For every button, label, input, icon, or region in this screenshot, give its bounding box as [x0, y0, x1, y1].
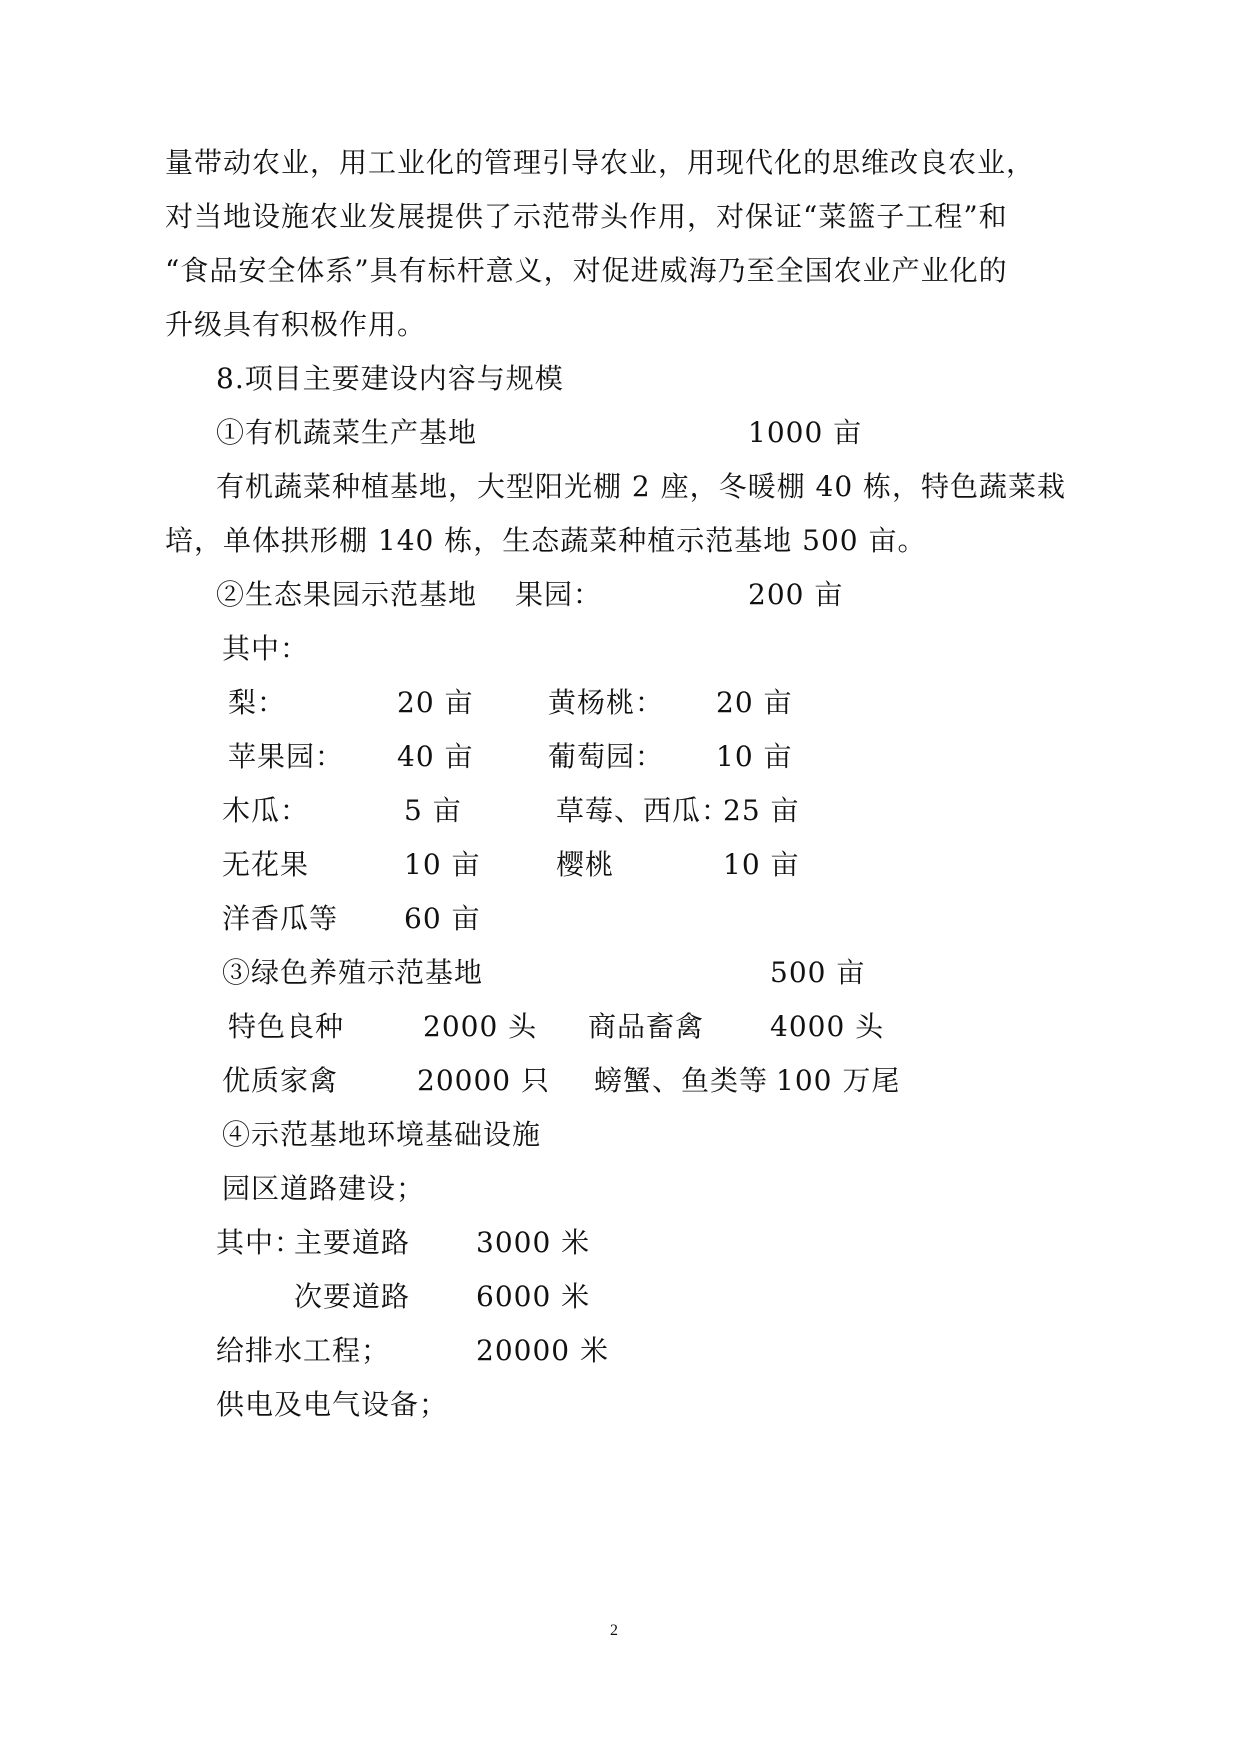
paragraph-line: 量带动农业，用工业化的管理引导农业，用现代化的思维改良农业，: [165, 146, 1036, 179]
fruit-value: 10 亩: [723, 848, 800, 881]
road-value: 3000 米: [476, 1226, 591, 1259]
fruit-name: 无花果: [222, 848, 310, 881]
road-name: 次要道路: [294, 1280, 411, 1313]
fruit-name: 苹果园：: [228, 740, 345, 773]
fruit-name: 樱桃: [556, 848, 615, 881]
fruit-name: 葡萄园：: [548, 740, 665, 773]
animal-value: 2000 头: [423, 1010, 538, 1043]
fruit-value: 10 亩: [716, 740, 793, 773]
item-value: 1000 亩: [748, 416, 863, 449]
among-label: 其中：: [222, 632, 310, 665]
fruit-name: 梨：: [228, 686, 287, 719]
fruit-value: 60 亩: [404, 902, 481, 935]
item-title: ③绿色养殖示范基地: [222, 956, 484, 989]
roads-label: 园区道路建设；: [222, 1172, 426, 1205]
item-title: ①有机蔬菜生产基地: [216, 416, 478, 449]
road-name: 主要道路: [294, 1226, 411, 1259]
among-label: 其中：: [216, 1226, 304, 1259]
fruit-value: 40 亩: [397, 740, 474, 773]
animal-value: 4000 头: [770, 1010, 885, 1043]
item-title: ④示范基地环境基础设施: [222, 1118, 542, 1151]
fruit-value: 20 亩: [397, 686, 474, 719]
page-number: 2: [610, 1622, 618, 1639]
road-value: 6000 米: [476, 1280, 591, 1313]
item-description: 培，单体拱形棚 140 栋，生态蔬菜种植示范基地 500 亩。: [165, 524, 927, 557]
item-sub-label: 果园：: [515, 578, 603, 611]
item-title: ②生态果园示范基地: [216, 578, 478, 611]
water-value: 20000 米: [476, 1334, 609, 1367]
paragraph-line: 对当地设施农业发展提供了示范带头作用，对保证“菜篮子工程”和: [165, 200, 1008, 233]
animal-value: 20000 只: [417, 1064, 550, 1097]
item-value: 200 亩: [748, 578, 844, 611]
water-label: 给排水工程；: [216, 1334, 391, 1367]
fruit-value: 25 亩: [723, 794, 800, 827]
animal-name: 特色良种: [228, 1010, 345, 1043]
fruit-value: 5 亩: [404, 794, 462, 827]
power-label: 供电及电气设备；: [216, 1388, 449, 1421]
item-value: 500 亩: [770, 956, 866, 989]
fruit-name: 洋香瓜等: [222, 902, 339, 935]
fruit-name: 黄杨桃：: [548, 686, 665, 719]
animal-name: 螃蟹、鱼类等: [594, 1064, 769, 1097]
paragraph-line: “食品安全体系”具有标杆意义，对促进威海乃至全国农业产业化的: [165, 254, 1008, 287]
fruit-name: 木瓜：: [222, 794, 310, 827]
section-heading: 8.项目主要建设内容与规模: [216, 362, 564, 395]
fruit-name: 草莓、西瓜：: [556, 794, 731, 827]
fruit-value: 20 亩: [716, 686, 793, 719]
animal-name: 商品畜禽: [588, 1010, 705, 1043]
animal-value: 100 万尾: [776, 1064, 901, 1097]
item-description: 有机蔬菜种植基地，大型阳光棚 2 座，冬暖棚 40 栋，特色蔬菜栽: [216, 470, 1067, 503]
fruit-value: 10 亩: [404, 848, 481, 881]
animal-name: 优质家禽: [222, 1064, 339, 1097]
paragraph-line: 升级具有积极作用。: [165, 308, 427, 341]
